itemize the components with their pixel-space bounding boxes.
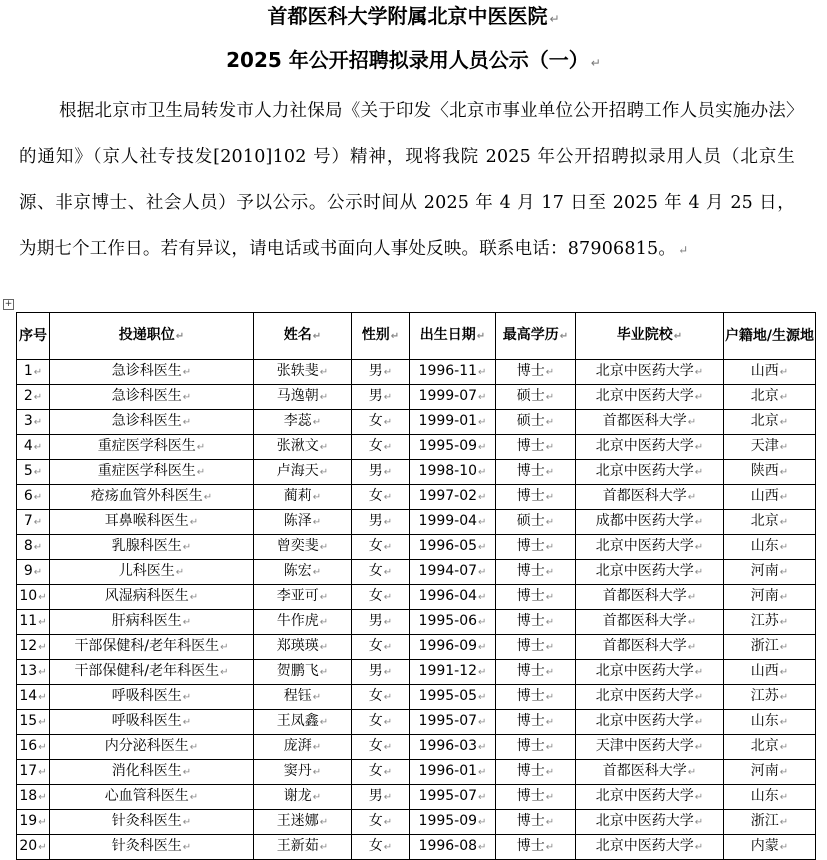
header-name: 姓名↵ <box>254 313 352 360</box>
cell-position: 呼吸科医生↵ <box>50 710 254 735</box>
header-origin: 户籍地/生源地 <box>724 313 816 360</box>
table-row <box>17 610 816 635</box>
cell-no: 3↵ <box>17 410 50 435</box>
cell-school: 北京中医药大学↵ <box>576 835 724 860</box>
cell-no: 5↵ <box>17 460 50 485</box>
table-row <box>17 585 816 610</box>
cell-origin: 北京↵ <box>724 410 816 435</box>
cell-birth: 1996-09↵ <box>410 635 496 660</box>
cell-birth: 1996-01↵ <box>410 760 496 785</box>
cell-school: 成都中医药大学↵ <box>576 510 724 535</box>
cell-degree: 博士↵ <box>496 685 576 710</box>
cell-birth: 1999-04↵ <box>410 510 496 535</box>
cell-name: 郑瑛瑛↵ <box>254 635 352 660</box>
cell-degree: 博士↵ <box>496 835 576 860</box>
cell-no: 11↵ <box>17 610 50 635</box>
table-row <box>17 385 816 410</box>
cell-gender: 女↵ <box>352 635 410 660</box>
cell-name: 王凤鑫↵ <box>254 710 352 735</box>
cell-name: 贺鹏飞↵ <box>254 660 352 685</box>
cell-degree: 博士↵ <box>496 435 576 460</box>
cell-name: 曾奕斐↵ <box>254 535 352 560</box>
cell-birth: 1991-12↵ <box>410 660 496 685</box>
cell-origin: 山东↵ <box>724 710 816 735</box>
cell-position: 急诊科医生↵ <box>50 360 254 385</box>
cell-school: 首都医科大学↵ <box>576 485 724 510</box>
cell-birth: 1995-07↵ <box>410 710 496 735</box>
cell-no: 6↵ <box>17 485 50 510</box>
table-row <box>17 660 816 685</box>
header-position: 投递职位↵ <box>50 313 254 360</box>
table-row <box>17 560 816 585</box>
cell-position: 儿科医生↵ <box>50 560 254 585</box>
cell-origin: 山东↵ <box>724 535 816 560</box>
cell-birth: 1995-09↵ <box>410 435 496 460</box>
cell-school: 北京中医药大学↵ <box>576 460 724 485</box>
cell-gender: 男↵ <box>352 460 410 485</box>
cell-origin: 河南↵ <box>724 560 816 585</box>
cell-birth: 1998-10↵ <box>410 460 496 485</box>
cell-gender: 男↵ <box>352 385 410 410</box>
cell-gender: 女↵ <box>352 810 410 835</box>
header-degree: 最高学历↵ <box>496 313 576 360</box>
table-row <box>17 360 816 385</box>
cell-name: 王新茹↵ <box>254 835 352 860</box>
cell-no: 12↵ <box>17 635 50 660</box>
cell-school: 天津中医药大学↵ <box>576 735 724 760</box>
cell-birth: 1995-06↵ <box>410 610 496 635</box>
cell-gender: 女↵ <box>352 835 410 860</box>
cell-birth: 1996-08↵ <box>410 835 496 860</box>
cell-name: 蔺莉↵ <box>254 485 352 510</box>
cell-school: 北京中医药大学↵ <box>576 710 724 735</box>
cell-no: 7↵ <box>17 510 50 535</box>
cell-origin: 北京↵ <box>724 735 816 760</box>
table-move-handle-icon[interactable]: + <box>4 299 13 309</box>
cell-degree: 博士↵ <box>496 735 576 760</box>
cell-school: 北京中医药大学↵ <box>576 360 724 385</box>
cell-gender: 女↵ <box>352 410 410 435</box>
cell-name: 卢海天↵ <box>254 460 352 485</box>
cell-school: 北京中医药大学↵ <box>576 535 724 560</box>
cell-origin: 江苏↵ <box>724 685 816 710</box>
cell-name: 陈宏↵ <box>254 560 352 585</box>
table-row <box>17 835 816 860</box>
cell-name: 庞湃↵ <box>254 735 352 760</box>
cell-school: 北京中医药大学↵ <box>576 685 724 710</box>
cell-origin: 江苏↵ <box>724 610 816 635</box>
table-row <box>17 535 816 560</box>
cell-no: 10↵ <box>17 585 50 610</box>
cell-origin: 山西↵ <box>724 360 816 385</box>
cell-position: 针灸科医生↵ <box>50 835 254 860</box>
header-gender: 性别↵ <box>352 313 410 360</box>
cell-position: 针灸科医生↵ <box>50 810 254 835</box>
cell-gender: 女↵ <box>352 560 410 585</box>
cell-origin: 北京↵ <box>724 385 816 410</box>
cell-name: 张轶斐↵ <box>254 360 352 385</box>
cell-position: 乳腺科医生↵ <box>50 535 254 560</box>
cell-no: 20↵ <box>17 835 50 860</box>
cell-gender: 女↵ <box>352 685 410 710</box>
cell-gender: 男↵ <box>352 510 410 535</box>
cell-no: 2↵ <box>17 385 50 410</box>
cell-position: 耳鼻喉科医生↵ <box>50 510 254 535</box>
cell-origin: 天津↵ <box>724 435 816 460</box>
announcement-text: 根据北京市卫生局转发市人力社保局《关于印发〈北京市事业单位公开招聘工作人员实施办法〉的通知》（京人社专技发[2010]102 号）精神，现将我院 2025 年公开招聘拟录用人员（北京生源、非京博士、社会人员）予以公示。公示时间从 2025 年 4 月 17 日至 2025 年 4 月 25 日，为期七个工作日。若有异议，请电话或书面向人事处反映。联系电话：87906815。 <box>19 101 795 259</box>
cell-no: 14↵ <box>17 685 50 710</box>
cell-degree: 博士↵ <box>496 535 576 560</box>
cell-gender: 女↵ <box>352 710 410 735</box>
table-header-row <box>17 313 816 360</box>
cell-birth: 1996-11↵ <box>410 360 496 385</box>
header-birth: 出生日期↵ <box>410 313 496 360</box>
cell-gender: 男↵ <box>352 660 410 685</box>
header-school: 毕业院校↵ <box>576 313 724 360</box>
table-row <box>17 485 816 510</box>
cell-no: 13↵ <box>17 660 50 685</box>
cell-position: 心血管科医生↵ <box>50 785 254 810</box>
cell-position: 干部保健科/老年科医生↵ <box>50 660 254 685</box>
cell-position: 肝病科医生↵ <box>50 610 254 635</box>
cell-origin: 浙江↵ <box>724 635 816 660</box>
cell-degree: 博士↵ <box>496 460 576 485</box>
cell-school: 北京中医药大学↵ <box>576 810 724 835</box>
table-row <box>17 710 816 735</box>
cell-gender: 女↵ <box>352 485 410 510</box>
cell-gender: 女↵ <box>352 735 410 760</box>
recruitment-table <box>16 312 816 860</box>
cell-degree: 博士↵ <box>496 360 576 385</box>
cell-degree: 硕士↵ <box>496 385 576 410</box>
cell-origin: 山东↵ <box>724 785 816 810</box>
cell-origin: 河南↵ <box>724 760 816 785</box>
document-title <box>0 2 827 33</box>
cell-origin: 山西↵ <box>724 485 816 510</box>
cell-position: 重症医学科医生↵ <box>50 435 254 460</box>
cell-origin: 山西↵ <box>724 660 816 685</box>
cell-no: 18↵ <box>17 785 50 810</box>
cell-origin: 陕西↵ <box>724 460 816 485</box>
cell-no: 19↵ <box>17 810 50 835</box>
cell-position: 急诊科医生↵ <box>50 385 254 410</box>
table-row <box>17 460 816 485</box>
cell-name: 牛作虎↵ <box>254 610 352 635</box>
paragraph-mark-icon: ↵ <box>549 12 560 26</box>
cell-degree: 博士↵ <box>496 560 576 585</box>
cell-degree: 硕士↵ <box>496 410 576 435</box>
cell-no: 15↵ <box>17 710 50 735</box>
table-row <box>17 410 816 435</box>
cell-position: 重症医学科医生↵ <box>50 460 254 485</box>
table-row <box>17 735 816 760</box>
cell-school: 北京中医药大学↵ <box>576 385 724 410</box>
cell-birth: 1994-07↵ <box>410 560 496 585</box>
table-row <box>17 510 816 535</box>
cell-origin: 河南↵ <box>724 585 816 610</box>
cell-name: 李亚可↵ <box>254 585 352 610</box>
cell-school: 北京中医药大学↵ <box>576 435 724 460</box>
cell-name: 李蕊↵ <box>254 410 352 435</box>
table-row <box>17 810 816 835</box>
cell-position: 疮疡血管外科医生↵ <box>50 485 254 510</box>
cell-birth: 1999-01↵ <box>410 410 496 435</box>
cell-no: 9↵ <box>17 560 50 585</box>
cell-no: 8↵ <box>17 535 50 560</box>
cell-position: 呼吸科医生↵ <box>50 685 254 710</box>
cell-position: 消化科医生↵ <box>50 760 254 785</box>
cell-school: 首都医科大学↵ <box>576 760 724 785</box>
cell-school: 北京中医药大学↵ <box>576 660 724 685</box>
cell-degree: 博士↵ <box>496 710 576 735</box>
cell-name: 谢龙↵ <box>254 785 352 810</box>
cell-position: 内分泌科医生↵ <box>50 735 254 760</box>
cell-position: 风湿病科医生↵ <box>50 585 254 610</box>
cell-name: 陈泽↵ <box>254 510 352 535</box>
cell-position: 急诊科医生↵ <box>50 410 254 435</box>
cell-no: 1↵ <box>17 360 50 385</box>
cell-name: 王迷娜↵ <box>254 810 352 835</box>
title-line-1: 首都医科大学附属北京中医医院 <box>267 4 548 28</box>
table-row <box>17 785 816 810</box>
cell-gender: 女↵ <box>352 585 410 610</box>
cell-school: 首都医科大学↵ <box>576 635 724 660</box>
cell-degree: 博士↵ <box>496 635 576 660</box>
paragraph-mark-icon: ↵ <box>590 56 601 70</box>
cell-degree: 博士↵ <box>496 485 576 510</box>
cell-gender: 女↵ <box>352 760 410 785</box>
title-line-2: 2025 年公开招聘拟录用人员公示（一） <box>226 48 589 72</box>
cell-gender: 男↵ <box>352 785 410 810</box>
cell-gender: 女↵ <box>352 535 410 560</box>
announcement-paragraph <box>19 88 795 273</box>
cell-degree: 博士↵ <box>496 760 576 785</box>
cell-name: 张湫文↵ <box>254 435 352 460</box>
table-row <box>17 635 816 660</box>
cell-position: 干部保健科/老年科医生↵ <box>50 635 254 660</box>
table-row <box>17 760 816 785</box>
cell-degree: 博士↵ <box>496 785 576 810</box>
cell-birth: 1995-07↵ <box>410 785 496 810</box>
cell-school: 北京中医药大学↵ <box>576 560 724 585</box>
cell-degree: 硕士↵ <box>496 510 576 535</box>
cell-birth: 1995-09↵ <box>410 810 496 835</box>
table-row <box>17 685 816 710</box>
cell-birth: 1996-04↵ <box>410 585 496 610</box>
cell-school: 首都医科大学↵ <box>576 585 724 610</box>
cell-school: 首都医科大学↵ <box>576 610 724 635</box>
cell-birth: 1996-03↵ <box>410 735 496 760</box>
cell-no: 16↵ <box>17 735 50 760</box>
document-subtitle <box>0 46 827 77</box>
cell-degree: 博士↵ <box>496 610 576 635</box>
cell-name: 马逸朝↵ <box>254 385 352 410</box>
cell-gender: 男↵ <box>352 360 410 385</box>
cell-school: 首都医科大学↵ <box>576 410 724 435</box>
cell-no: 4↵ <box>17 435 50 460</box>
cell-gender: 女↵ <box>352 435 410 460</box>
table-row <box>17 435 816 460</box>
cell-origin: 北京↵ <box>724 510 816 535</box>
cell-degree: 博士↵ <box>496 585 576 610</box>
cell-origin: 浙江↵ <box>724 810 816 835</box>
paragraph-mark-icon: ↵ <box>678 243 689 257</box>
cell-no: 17↵ <box>17 760 50 785</box>
cell-birth: 1995-05↵ <box>410 685 496 710</box>
header-no: 序号 <box>17 313 50 360</box>
cell-degree: 博士↵ <box>496 810 576 835</box>
cell-gender: 男↵ <box>352 610 410 635</box>
cell-origin: 内蒙↵ <box>724 835 816 860</box>
cell-birth: 1997-02↵ <box>410 485 496 510</box>
cell-name: 程钰↵ <box>254 685 352 710</box>
cell-birth: 1999-07↵ <box>410 385 496 410</box>
cell-school: 北京中医药大学↵ <box>576 785 724 810</box>
cell-name: 窦丹↵ <box>254 760 352 785</box>
cell-birth: 1996-05↵ <box>410 535 496 560</box>
cell-degree: 博士↵ <box>496 660 576 685</box>
